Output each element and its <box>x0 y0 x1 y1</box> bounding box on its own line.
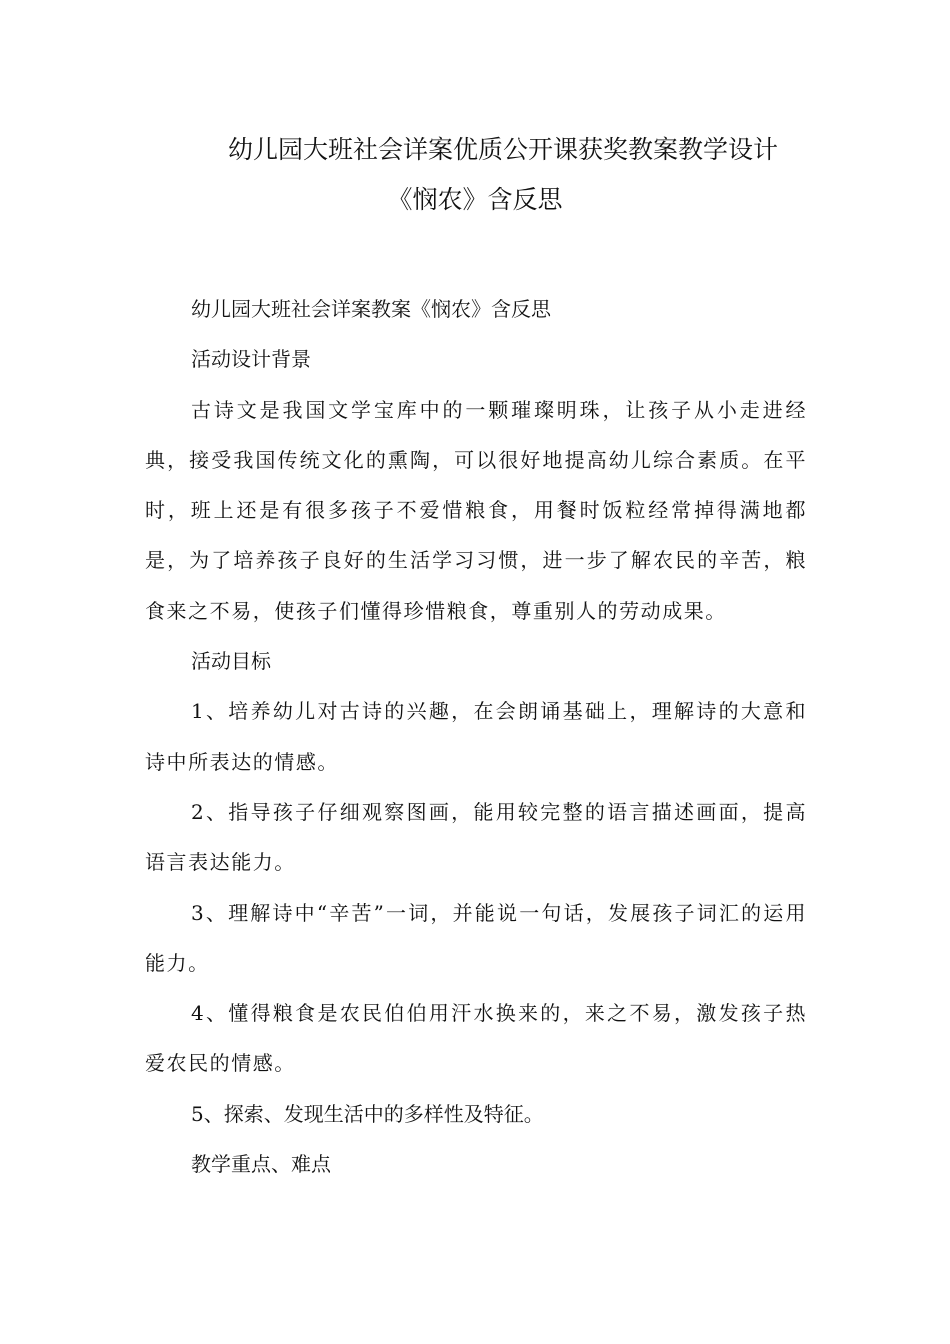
goal-item-2: 2、指导孩子仔细观察图画，能用较完整的语言描述画面，提高语言表达能力。 <box>145 799 807 875</box>
goal-item-4: 4、懂得粮食是农民伯伯用汗水换来的，来之不易，激发孩子热爱农民的情感。 <box>145 1001 807 1076</box>
goal-item-5: 5、探索、发现生活中的多样性及特征。 <box>191 1101 544 1126</box>
document-title-line-2: 《悯农》含反思 <box>387 185 563 214</box>
background-paragraph: 古诗文是我国文学宝库中的一颗璀璨明珠，让孩子从小走进经典，接受我国传统文化的熏陶，可以很好地提高幼儿综合素质。在平时，班上还是有很多孩子不爱惜粮食，用餐时饭粒经常掉得满地都是，为了培养孩子良好的生活学习习惯，进一步了解农民的辛苦，粮食来之不易，使孩子们懂得珍惜粮食，尊重别人的劳动成果。 <box>145 397 807 623</box>
document-body <box>145 284 807 1189</box>
document-title-line-1: 幼儿园大班社会详案优质公开课获奖教案教学设计 <box>227 135 778 164</box>
section-heading-background: 活动设计背景 <box>191 347 311 372</box>
subtitle-paragraph: 幼儿园大班社会详案教案《悯农》含反思 <box>191 297 551 321</box>
goal-item-1: 1、培养幼儿对古诗的兴趣，在会朗诵基础上，理解诗的大意和诗中所表达的情感。 <box>145 699 807 774</box>
goal-item-3: 3、理解诗中“辛苦”一词，并能说一句话，发展孩子词汇的运用能力。 <box>145 900 807 975</box>
section-heading-key-points: 教学重点、难点 <box>191 1152 331 1177</box>
section-heading-goals: 活动目标 <box>191 649 271 674</box>
